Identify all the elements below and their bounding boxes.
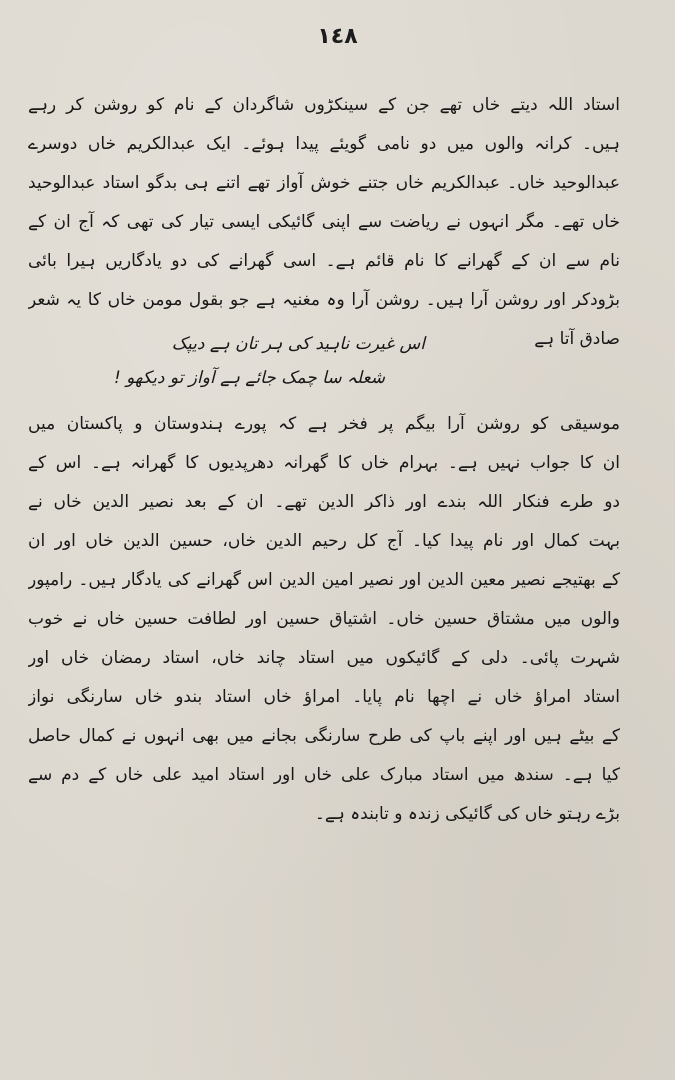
text-line: عبدالوحید خاں۔ عبدالکریم خاں جتنے خوش آواز تھے اتنے ہی بدگو استاد عبدالوحید (28, 173, 620, 193)
text-line: کے بیٹے ہیں اور اپنے باپ کی طرح سارنگی بجانے میں بھی انہوں نے کمال حاصل (28, 726, 620, 746)
verse-line-1: اس غیرت ناہید کی ہر تان ہے دیپک (171, 334, 425, 354)
text-line: ان کا جواب نہیں ہے۔ بہرام خاں کا گھرانہ دھرپدیوں کا گھرانہ ہے۔ اس کے (28, 453, 620, 473)
paragraph-1 (28, 86, 620, 359)
text-line: بہت کمال اور نام پیدا کیا۔ آج کل رحیم الدین خاں، حسین الدین خاں اور ان (28, 531, 620, 551)
text-line: دو طرے فنکار اللہ بندے اور ذاکر الدین تھے۔ ان کے بعد نصیر الدین خاں نے (28, 492, 620, 512)
text-line: کیا ہے۔ سندھ میں استاد مبارک علی خاں اور استاد امید علی خاں کے دم سے (28, 765, 620, 785)
text-line: خاں تھے۔ مگر انہوں نے ریاضت سے اپنی گائیکی ایسی تیار کی تھی کہ آج ان کے (28, 212, 620, 232)
text-line: موسیقی کو روشن آرا بیگم پر فخر ہے کہ پورے ہندوستان و پاکستان میں (28, 414, 620, 434)
text-line: شہرت پائی۔ دلی کے گائیکوں میں استاد چاند خاں، استاد رمضان خاں اور (28, 648, 620, 668)
text-line: بڑے رہتو خاں کی گائیکی زندہ و تابندہ ہے۔ (314, 804, 620, 824)
text-line: والوں میں مشتاق حسین خاں۔ اشتیاق حسین اور لطافت حسین خاں نے خوب (28, 609, 620, 629)
page-number: ١٤٨ (317, 24, 358, 49)
paragraph-2 (28, 405, 620, 834)
text-line: صادق آتا ہے (534, 329, 620, 349)
body-text (28, 86, 620, 834)
text-line: استاد امراؤ خاں نے اچھا نام پایا۔ امراؤ خاں استاد بندو خاں سارنگی نواز (28, 687, 620, 707)
text-line: نام سے ان کے گھرانے کا نام قائم ہے۔ اسی گھرانے کی دو یادگاریں ہیرا بائی (28, 251, 620, 271)
verse-block (28, 323, 620, 399)
verse-line-2: شعلہ سا چمک جائے ہے آواز تو دیکھو ! (113, 368, 385, 388)
text-line: استاد اللہ دیتے خاں تھے جن کے سینکڑوں شاگردان کے نام کو روشن کر رہے (28, 95, 620, 115)
text-line: کے بھتیجے نصیر معین الدین اور نصیر امین الدین اس گھرانے کی یادگار ہیں۔ رامپور (28, 570, 620, 590)
text-line: بڑودکر اور روشن آرا ہیں۔ روشن آرا وہ مغنیہ ہے جو بقول مومن خاں کا یہ شعر (28, 290, 620, 310)
text-line: ہیں۔ کرانہ والوں میں دو نامی گویئے پیدا ہوئے۔ ایک عبدالکریم خاں دوسرے (28, 134, 620, 154)
